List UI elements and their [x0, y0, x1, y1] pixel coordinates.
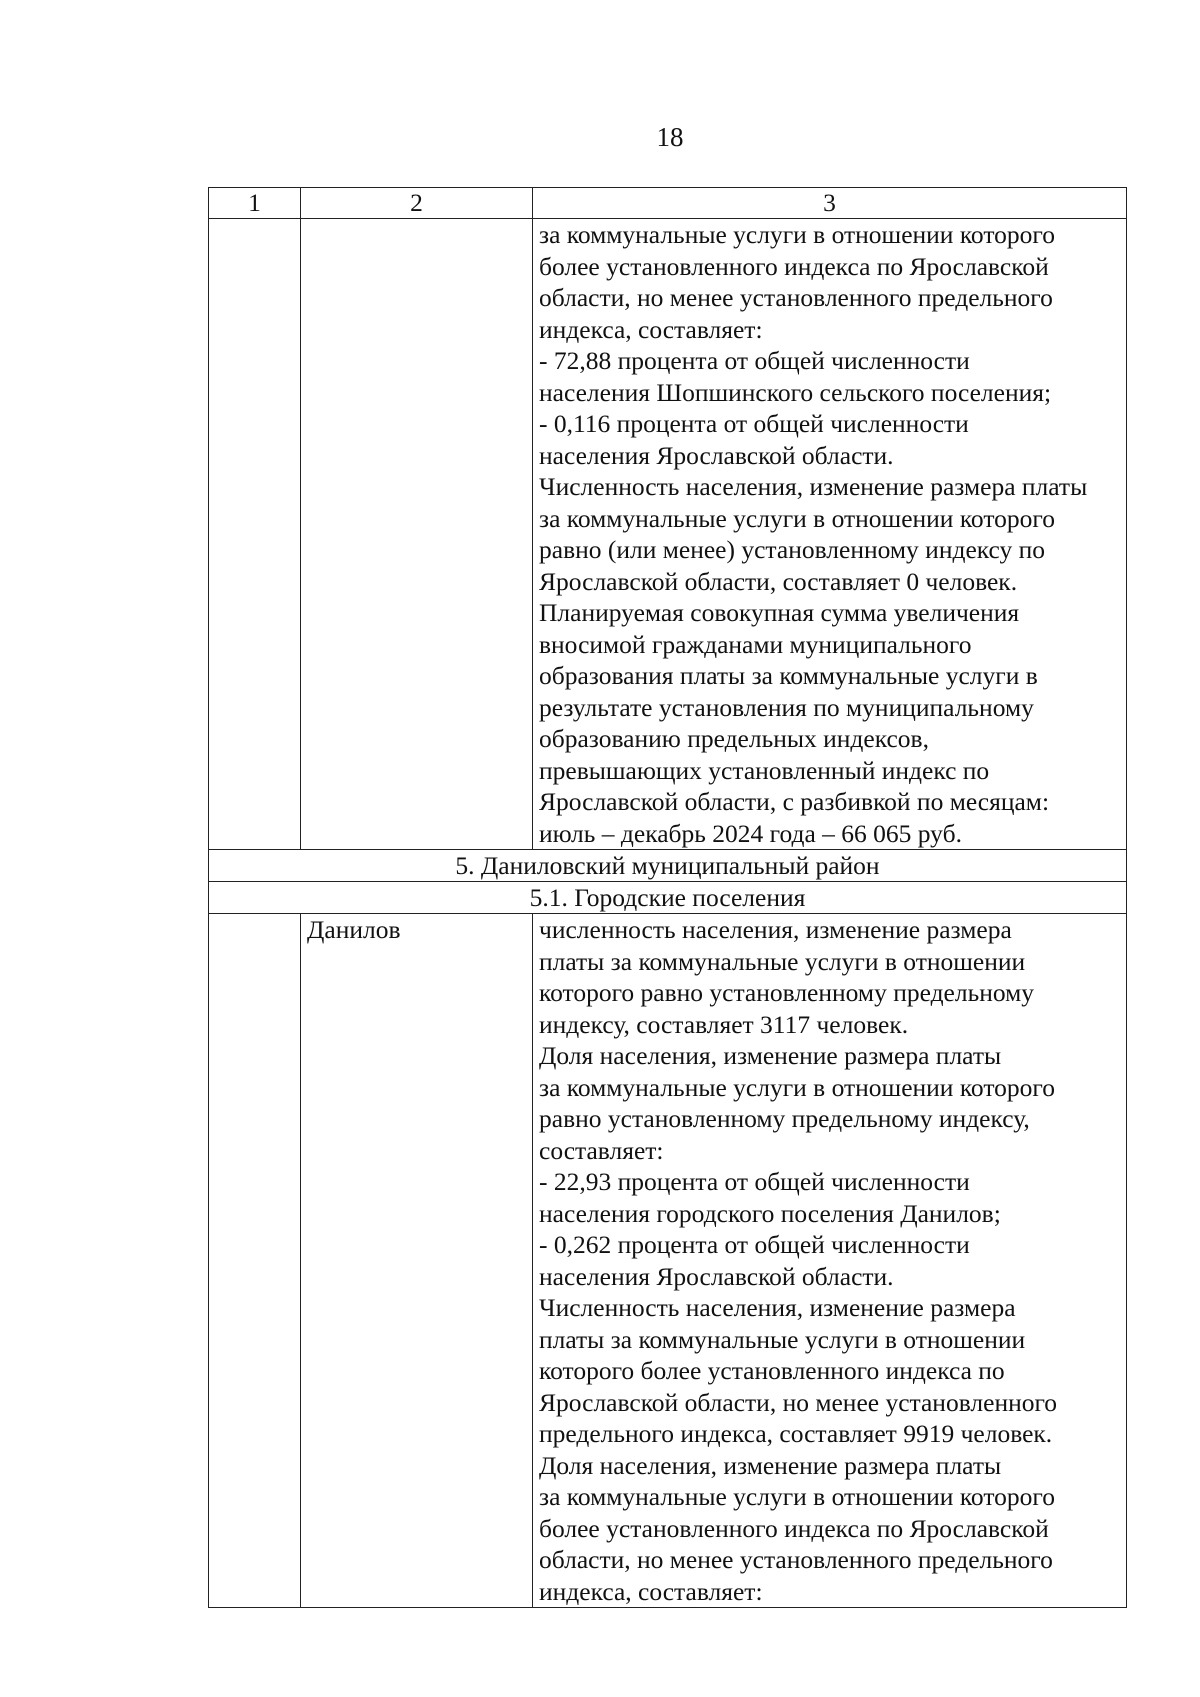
text-line: населения городского поселения Данилов; [539, 1198, 1001, 1228]
text-line: которого более установленного индекса по [539, 1356, 1005, 1385]
text-line: населения Шопшинского сельского поселения; [539, 377, 1052, 407]
text-line: области, но менее установленного предельного [539, 1545, 1053, 1574]
text-line: Планируемая совокупная сумма увеличения [539, 598, 1020, 627]
row2-settlement-name: Данилов [301, 914, 533, 1608]
text-line: результате установления по муниципальному [539, 692, 1034, 722]
text-line: Доля населения, изменение размера платы [539, 1041, 1002, 1070]
text-line: превышающих установленный индекс по [539, 755, 990, 785]
text-line: более установленного индекса по Ярославской [539, 251, 1049, 281]
table-row [209, 914, 1127, 1608]
text-line: июль – декабрь 2024 года – 66 065 руб. [539, 818, 962, 848]
text-line: - 0,116 процента от общей численности [539, 409, 969, 438]
data-table [208, 187, 1127, 1608]
text-line: Численность населения, изменение размера платы [539, 472, 1088, 501]
column-header-2: 2 [301, 188, 533, 219]
row1-col3-cell [533, 219, 1127, 850]
text-line: за коммунальные услуги в отношении которого [539, 1072, 1055, 1102]
text-line: численность населения, изменение размера [539, 915, 1012, 944]
text-line: образованию предельных индексов, [539, 724, 929, 753]
text-line: платы за коммунальные услуги в отношении [539, 1324, 1026, 1354]
text-line: - 72,88 процента от общей численности [539, 346, 970, 375]
column-header-3: 3 [533, 188, 1127, 219]
section-heading-urban-settlements: 5.1. Городские поселения [209, 882, 1127, 914]
row1-col2-cell [301, 219, 533, 850]
page-number: 18 [656, 122, 684, 152]
text-line: Ярославской области, составляет 0 человек. [539, 566, 1018, 596]
text-line: платы за коммунальные услуги в отношении [539, 946, 1026, 976]
row1-col1-cell [209, 219, 301, 850]
text-line: Доля населения, изменение размера платы [539, 1450, 1002, 1480]
section-row-district [209, 850, 1127, 882]
text-line: населения Ярославской области. [539, 440, 894, 470]
text-line: за коммунальные услуги в отношении которого [539, 503, 1055, 533]
section-heading-district: 5. Даниловский муниципальный район [209, 850, 1127, 882]
text-line: области, но менее установленного предельного [539, 283, 1053, 312]
text-line: за коммунальные услуги в отношении которого [539, 1482, 1055, 1511]
column-header-1: 1 [209, 188, 301, 219]
text-line: которого равно установленному предельному [539, 978, 1035, 1007]
row2-col3-cell [533, 914, 1127, 1608]
text-line: за коммунальные услуги в отношении которого [539, 220, 1055, 249]
text-line: индекса, составляет: [539, 1576, 763, 1606]
text-line: Ярославской области, но менее установленного [539, 1387, 1058, 1417]
table-header-row [209, 188, 1127, 219]
text-line: образования платы за коммунальные услуги в [539, 661, 1038, 690]
text-line: индекса, составляет: [539, 314, 763, 344]
row2-col1-cell [209, 914, 301, 1608]
table-row [209, 219, 1127, 850]
text-line: населения Ярославской области. [539, 1261, 894, 1291]
text-line: более установленного индекса по Ярославской [539, 1513, 1049, 1543]
text-line: предельного индекса, составляет 9919 человек. [539, 1419, 1053, 1448]
text-line: индексу, составляет 3117 человек. [539, 1009, 909, 1039]
text-line: Численность населения, изменение размера [539, 1293, 1016, 1322]
text-line: равно установленному предельному индексу, [539, 1104, 1030, 1133]
section-row-urban [209, 882, 1127, 914]
text-line: равно (или менее) установленному индексу по [539, 535, 1046, 564]
text-line: вносимой гражданами муниципального [539, 629, 972, 659]
text-line: Ярославской области, с разбивкой по месяцам: [539, 787, 1050, 816]
text-line: - 22,93 процента от общей численности [539, 1167, 970, 1196]
text-line: составляет: [539, 1135, 664, 1165]
text-line: - 0,262 процента от общей численности [539, 1230, 970, 1259]
